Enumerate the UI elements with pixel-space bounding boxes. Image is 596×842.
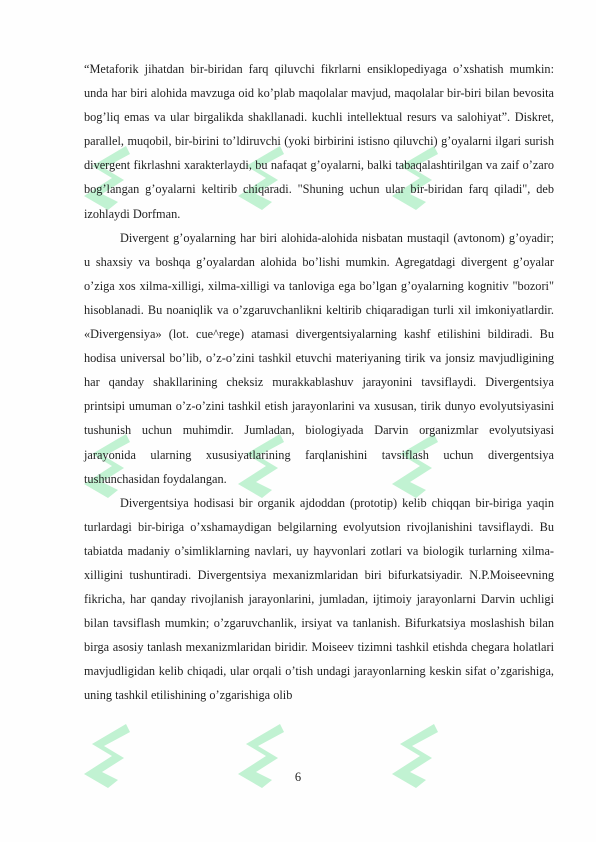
page-number: 6 [294, 770, 302, 784]
paragraph-1: “Metaforik jihatdan bir-biridan farq qiluvchi fikrlarni ensiklopediyaga o’xshatish mumkin: unda har biri alohida mavzuga oid ko’plab maqolalar mavjud, maqolalar bir-biri bilan bevosita bog’liq emas va ular birgalikda shakllanadi. kuchli intellektual resurs va salohiyat”. Diskret, parallel, muqobil, bir-birini to’ldiruvchi (yoki birbirini istisno qiluvchi) g’oyalarni ilgari surish divergent fikrlashni xarakterlaydi, bu nafaqat g’oyalarni, balki tabaqalashtirilgan va zaif o’zaro bog’langan g’oyalarni keltirib chiqaradi. "Shuning uchun ular bir-biridan farq qiladi", deb izohlaydi Dorfman. [84, 62, 554, 221]
document-body [84, 57, 554, 708]
paragraph-2: Divergent g’oyalarning har biri alohida-alohida nisbatan mustaqil (avtonom) g’oyadir; u shaxsiy va boshqa g’oyalardan alohida bo’lishi mumkin. Agregatdagi divergent g’oyalar o’ziga xos xilma-xilligi, xilma-xilligi va tanloviga ega bo’lgan g’oyalarning kognitiv "bozori" hisoblanadi. Bu noaniqlik va o’zgaruvchanlikni keltirib chiqaradigan turli xil imkoniyatlardir. «Divergensiya» (lot. cue^rege) atamasi divergentsiyalarning kashf etilishini bildiradi. Bu hodisa universal bo’lib, o’z-o’zini tashkil etuvchi materiyaning tirik va jonsiz mavjudligining har qanday shakllarining cheksiz murakkablashuv jarayonini tavsiflaydi. Divergentsiya printsipi umuman o’z-o’zini tashkil etish jarayonlarini va xususan, tirik dunyo evolyutsiyasini tushunish uchun muhimdir. Jumladan, biologiyada Darvin organizmlar evolyutsiyasi jarayonida ularning xususiyatlarining farqlanishini tavsiflash uchun divergentsiya tushunchasidan foydalangan. [84, 230, 554, 486]
paragraph-3: Divergentsiya hodisasi bir organik ajdoddan (prototip) kelib chiqqan bir-biriga yaqin turlardagi bir-biriga o’xshamaydigan belgilarning evolyutsion rivojlanishini tavsiflaydi. Bu tabiatda madaniy o’simliklarning navlari, uy hayvonlari zotlari va biologik turlarning xilma-xilligini tushuntiradi. Divergentsiya mexanizmlaridan biri bifurkatsiyadir. N.P.Moiseevning fikricha, har qanday rivojlanish jarayonlarini, jumladan, ijtimoiy jarayonlarni Darvin uchligi bilan tavsiflash mumkin; o’zgaruvchanlik, irsiyat va tanlanish. Bifurkatsiya moslashish bilan birga asosiy tanlash mexanizmlaridan biridir. Moiseev tizimni tashkil etishda chegara holatlari mavjudligidan kelib chiqadi, ular orqali o’tish undagi jarayonlarning keskin sifat o’zgarishiga, uning tashkil etilishining o’zgarishiga olib [84, 495, 554, 703]
